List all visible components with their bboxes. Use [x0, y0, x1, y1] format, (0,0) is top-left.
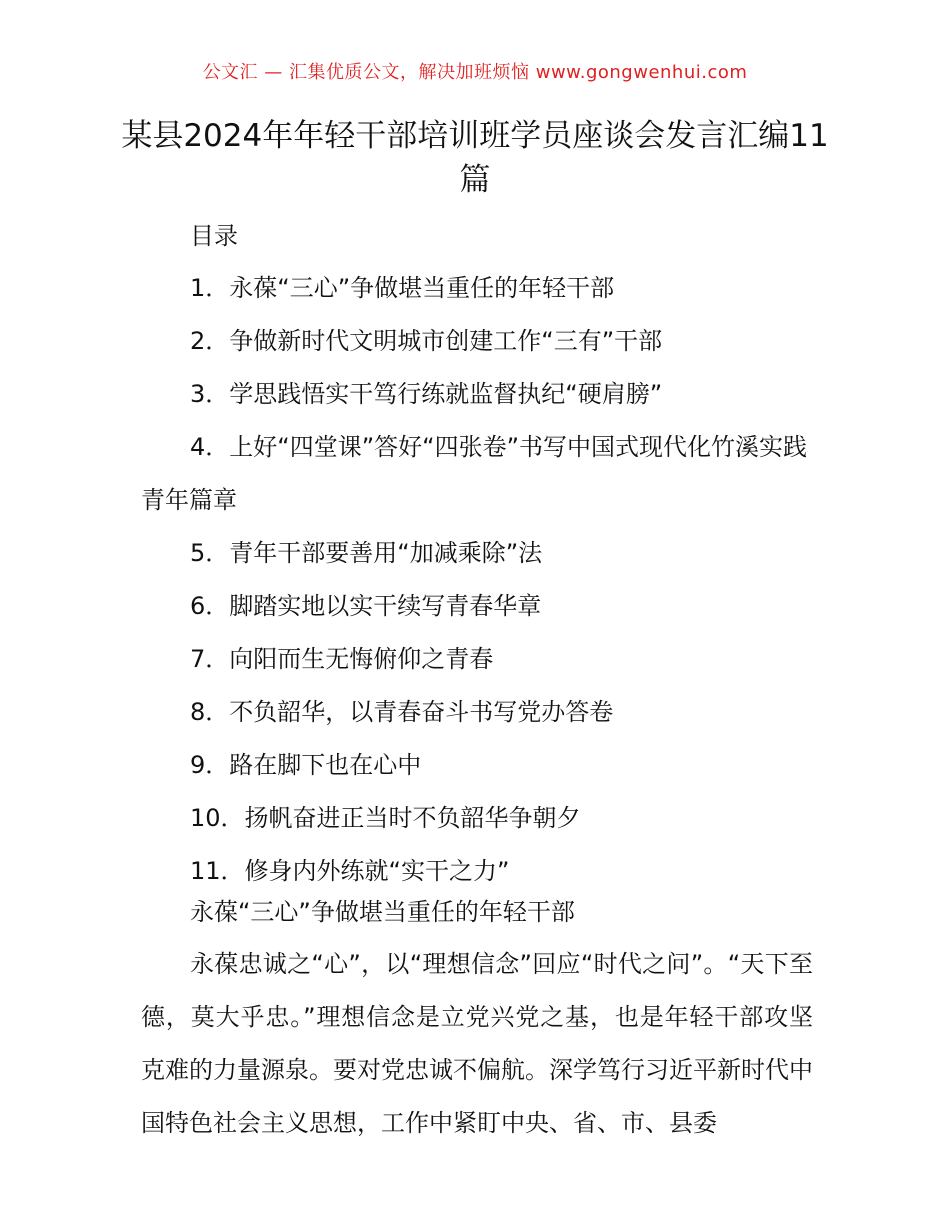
toc-item: 9．路在脚下也在心中 [190, 751, 422, 779]
toc-item: 8．不负韶华，以青春奋斗书写党办答卷 [190, 698, 614, 726]
toc-item: 2．争做新时代文明城市创建工作“三有”干部 [190, 327, 663, 355]
toc-item: 10．扬帆奋进正当时不负韶华争朝夕 [190, 804, 581, 832]
toc-item: 4．上好“四堂课”答好“四张卷”书写中国式现代化竹溪实践青年篇章 [141, 433, 808, 514]
section-heading: 永葆“三心”争做堪当重任的年轻干部 [190, 898, 575, 926]
toc-item: 5．青年干部要善用“加减乘除”法 [190, 539, 543, 567]
toc-item: 1．永葆“三心”争做堪当重任的年轻干部 [190, 274, 615, 302]
toc-item: 3．学思践悟实干笃行练就监督执纪“硬肩膀” [190, 380, 663, 408]
table-of-contents [141, 262, 813, 898]
toc-heading: 目录 [190, 222, 238, 250]
document-title: 某县2024年年轻干部培训班学员座谈会发言汇编11篇 [121, 118, 829, 198]
body-paragraph: 永葆忠诚之“心”，以“理想信念”回应“时代之问”。“天下至德，莫大乎忠。”理想信念是立党兴党之基，也是年轻干部攻坚克难的力量源泉。要对党忠诚不偏航。深学笃行习近平新时代中国特色社会主义思想，工作中紧盯中央、省、市、县委 [141, 950, 813, 1137]
header-banner[interactable]: 公文汇 — 汇集优质公文，解决加班烦恼 www.gongwenhui.com [202, 62, 748, 83]
toc-item: 11．修身内外练就“实干之力” [190, 857, 510, 885]
toc-item: 7．向阳而生无悔俯仰之青春 [190, 645, 494, 673]
toc-item: 6．脚踏实地以实干续写青春华章 [190, 592, 542, 620]
